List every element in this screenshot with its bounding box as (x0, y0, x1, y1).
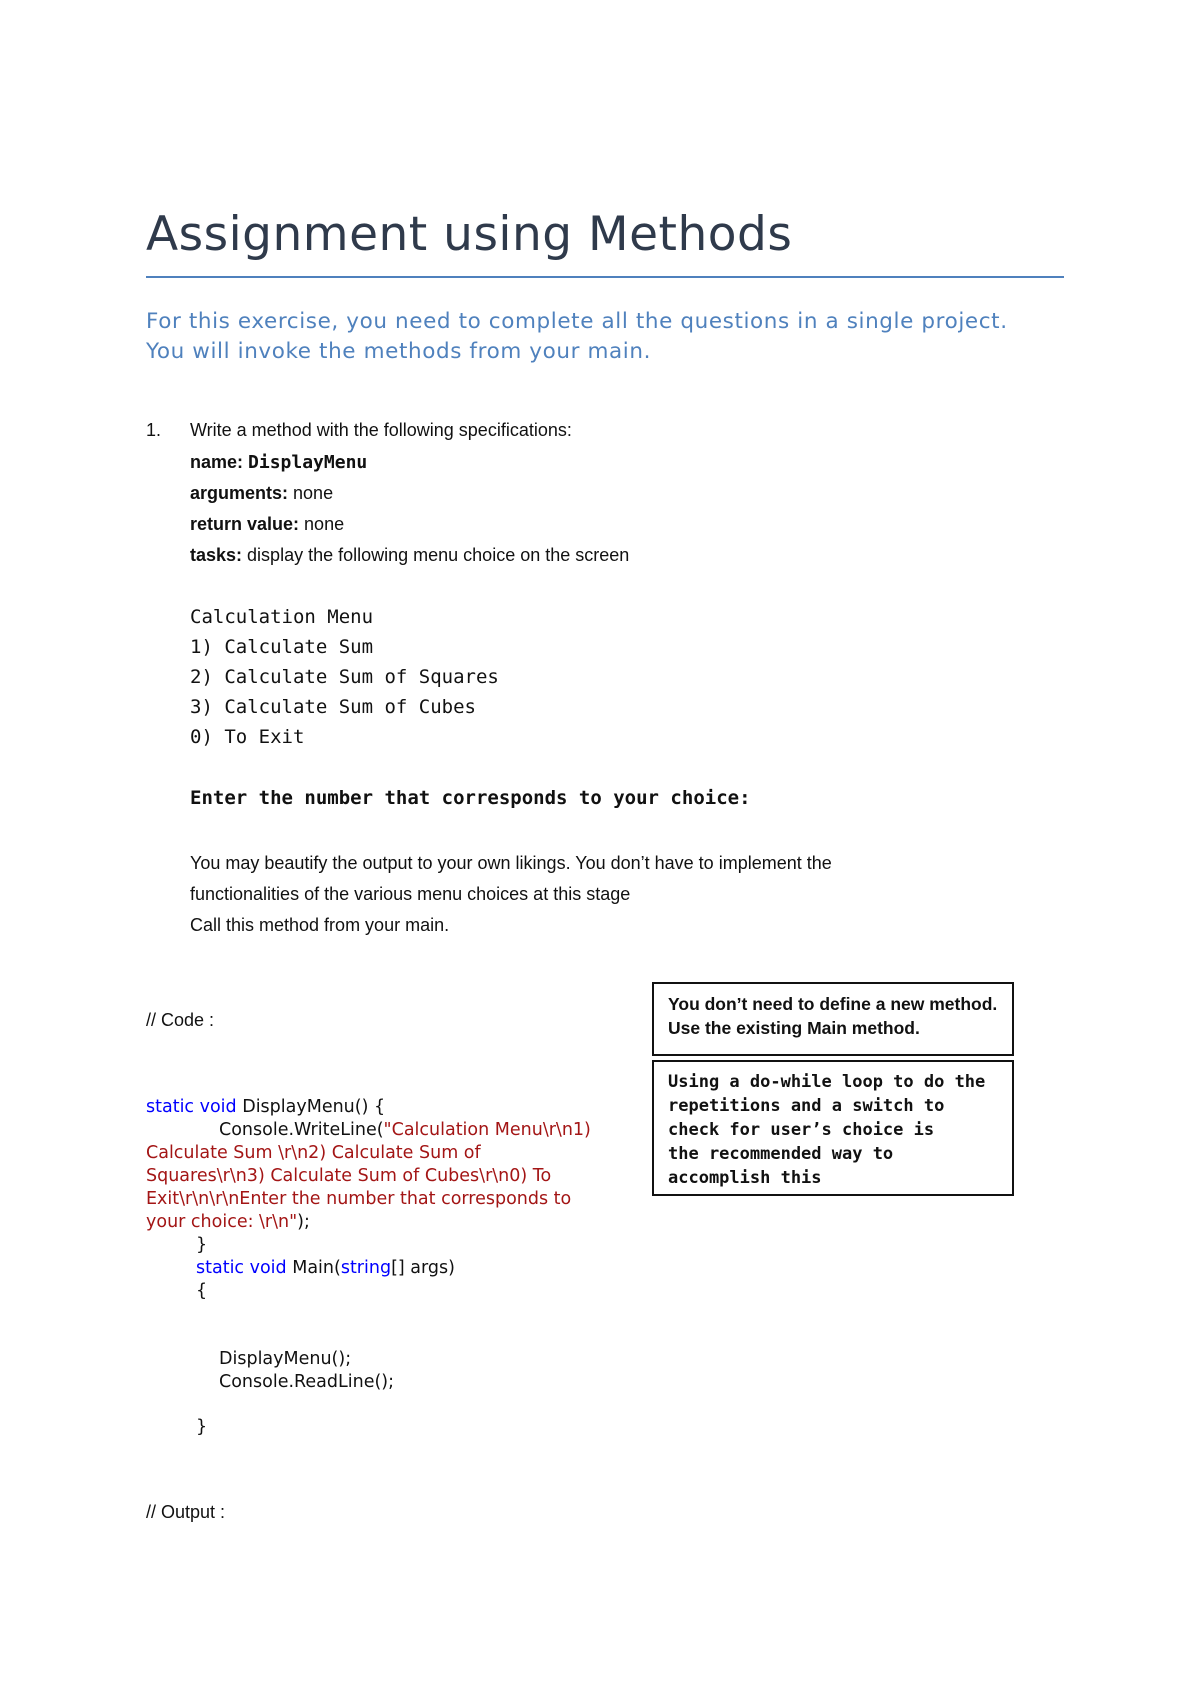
spec-return-label: return value: (190, 514, 300, 534)
code-line (219, 1120, 591, 1140)
code-text: ); (297, 1212, 310, 1232)
question-number: 1. (146, 420, 162, 440)
code-string-line: Squares\r\n3) Calculate Sum of Cubes\r\n0) To (146, 1166, 552, 1186)
hint-line: Using a do-while loop to do the (668, 1072, 986, 1092)
spec-return (190, 514, 344, 535)
hint-line: the recommended way to (668, 1144, 894, 1164)
code-text: Main( (286, 1258, 341, 1278)
hint-line: repetitions and a switch to (668, 1096, 945, 1116)
note-line: functionalities of the various menu choices at this stage (190, 884, 631, 904)
hint-box-loop (652, 1060, 1014, 1196)
hint-line: check for user’s choice is (668, 1120, 935, 1140)
spec-arguments-label: arguments: (190, 483, 289, 503)
menu-line: Calculation Menu (190, 606, 374, 628)
code-line: } (196, 1417, 208, 1437)
code-string: your choice: \r\n" (146, 1212, 298, 1232)
menu-line: 1) Calculate Sum (190, 636, 374, 658)
note-line: Call this method from your main. (190, 915, 450, 935)
code-line: { (196, 1281, 208, 1301)
code-string-line: Calculate Sum \r\n2) Calculate Sum of (146, 1143, 481, 1163)
code-line: DisplayMenu(); (219, 1349, 352, 1369)
code-string: "Calculation Menu\r\n1) (383, 1120, 591, 1140)
code-keyword: string (340, 1258, 392, 1278)
spec-name-label: name: (190, 452, 244, 472)
title-underline (146, 276, 1064, 278)
code-string-line: Exit\r\n\r\nEnter the number that corresponds to (146, 1189, 572, 1209)
page-title: Assignment using Methods (146, 207, 793, 262)
code-text: Console.WriteLine( (219, 1120, 384, 1140)
code-keyword: static void (196, 1258, 287, 1278)
menu-line: 3) Calculate Sum of Cubes (190, 696, 476, 718)
question-intro: Write a method with the following specifications: (190, 420, 572, 440)
menu-prompt-line: Enter the number that corresponds to your choice: (190, 787, 751, 809)
code-line: Console.ReadLine(); (219, 1372, 395, 1392)
hint-box-main-method (652, 982, 1014, 1056)
menu-line: 2) Calculate Sum of Squares (190, 666, 499, 688)
code-text: [] args) (391, 1258, 455, 1278)
spec-return-value: none (304, 514, 345, 534)
code-line (146, 1097, 385, 1117)
output-label: // Output : (146, 1502, 226, 1522)
code-text: DisplayMenu() { (236, 1097, 386, 1117)
spec-tasks-label: tasks: (190, 545, 243, 565)
spec-tasks (190, 545, 629, 566)
spec-name (190, 452, 367, 473)
code-line (196, 1258, 455, 1278)
spec-name-value: DisplayMenu (248, 452, 368, 473)
menu-line: 0) To Exit (190, 726, 305, 748)
hint-line: accomplish this (668, 1168, 822, 1188)
code-label: // Code : (146, 1010, 215, 1030)
hint-line: You don’t need to define a new method. (668, 994, 998, 1014)
code-line: } (196, 1235, 208, 1255)
hint-line: Use the existing Main method. (668, 1018, 920, 1038)
page-subtitle: For this exercise, you need to complete all the questions in a single project. You will invoke the methods from your main. (146, 309, 1008, 364)
spec-arguments-value: none (293, 483, 334, 503)
note-line: You may beautify the output to your own likings. You don’t have to implement the (190, 853, 832, 873)
code-line (146, 1212, 310, 1232)
spec-arguments (190, 483, 333, 504)
code-keyword: static void (146, 1097, 237, 1117)
spec-tasks-value: display the following menu choice on the screen (247, 545, 630, 565)
